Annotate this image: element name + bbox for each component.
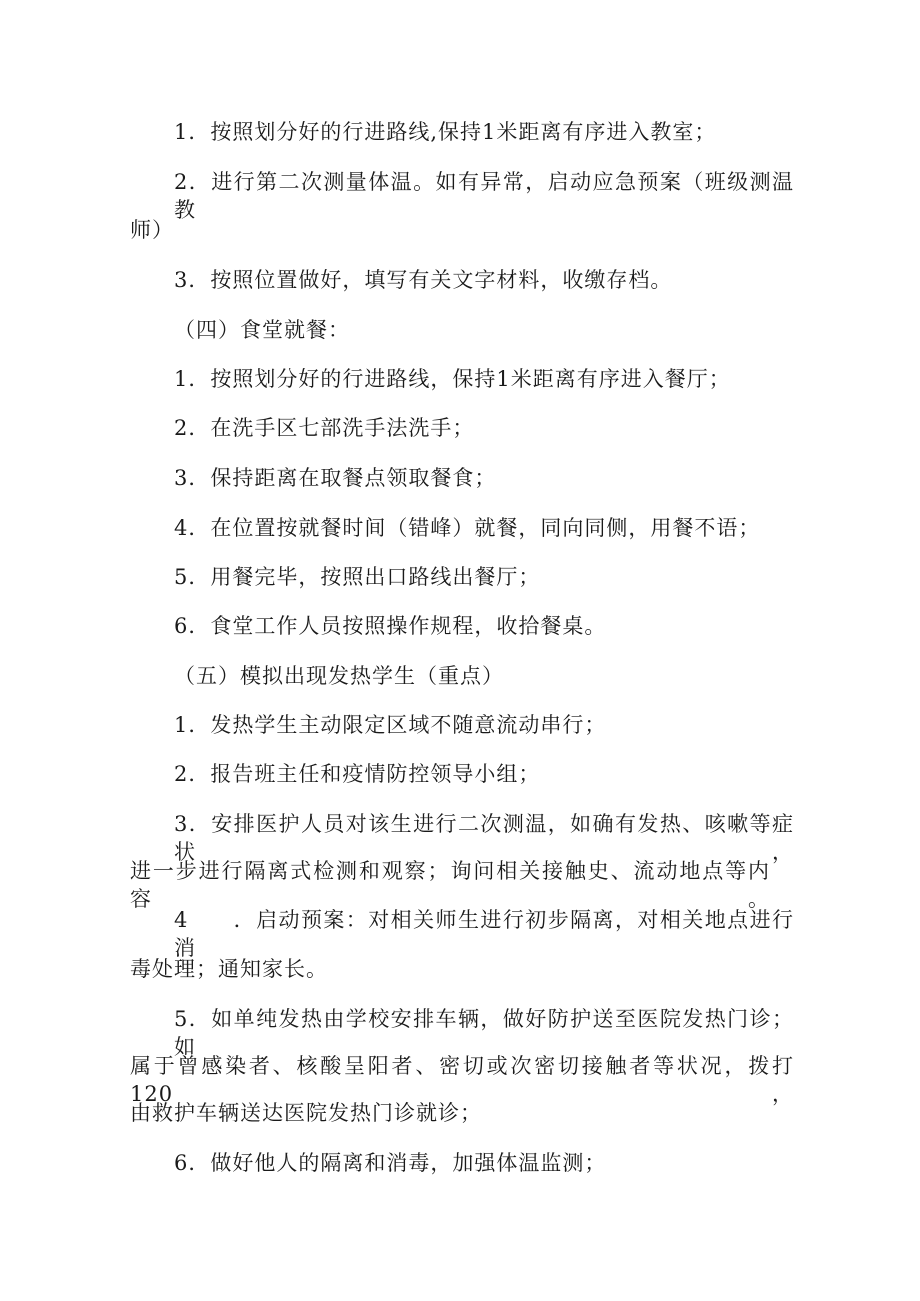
paragraph-line: 5．用餐完毕，按照出口路线出餐厅； bbox=[174, 565, 541, 589]
paragraph-line: 4 ．启动预案：对相关师生进行初步隔离，对相关地点进行消 bbox=[174, 908, 794, 960]
paragraph-line: 3．按照位置做好，填写有关文字材料，收缴存档。 bbox=[174, 268, 673, 292]
paragraph-line: 属于曾感染者、核酸呈阳者、密切或次密切接触者等状况，拨打120， bbox=[130, 1054, 794, 1106]
paragraph-line: 由救护车辆送达医院发热门诊就诊； bbox=[130, 1101, 482, 1125]
paragraph-line: 1．按照划分好的行进路线，保持1米距离有序进入餐厅； bbox=[174, 367, 731, 391]
paragraph-line: 师） bbox=[130, 218, 174, 242]
paragraph-line: 进一步进行隔离式检测和观察；询问相关接触史、流动地点等内容。 bbox=[130, 859, 770, 911]
section-heading: （四）食堂就餐： bbox=[174, 318, 350, 342]
paragraph-line: 2．进行第二次测量体温。如有异常，启动应急预案（班级测温教 bbox=[174, 170, 794, 222]
paragraph-line: 2．在洗手区七部洗手法洗手； bbox=[174, 416, 475, 440]
paragraph-line: 2．报告班主任和疫情防控领导小组； bbox=[174, 762, 541, 786]
paragraph-line: 6．做好他人的隔离和消毒，加强体温监测； bbox=[174, 1151, 607, 1175]
paragraph-line: 1．按照划分好的行进路线,保持1米距离有序进入教室； bbox=[174, 120, 717, 144]
paragraph-line: 4．在位置按就餐时间（错峰）就餐，同向同侧，用餐不语； bbox=[174, 516, 761, 540]
paragraph-line: 5．如单纯发热由学校安排车辆，做好防护送至医院发热门诊；如 bbox=[174, 1007, 794, 1059]
paragraph-line: 3．安排医护人员对该生进行二次测温，如确有发热、咳嗽等症状， bbox=[174, 812, 794, 864]
paragraph-line: 毒处理；通知家长。 bbox=[130, 957, 328, 981]
paragraph-line: 6．食堂工作人员按照操作规程，收拾餐桌。 bbox=[174, 614, 607, 638]
section-heading: （五）模拟出现发热学生（重点） bbox=[174, 664, 504, 688]
paragraph-line: 3．保持距离在取餐点领取餐食； bbox=[174, 466, 497, 490]
paragraph-line: 1．发热学生主动限定区域不随意流动串行； bbox=[174, 713, 607, 737]
